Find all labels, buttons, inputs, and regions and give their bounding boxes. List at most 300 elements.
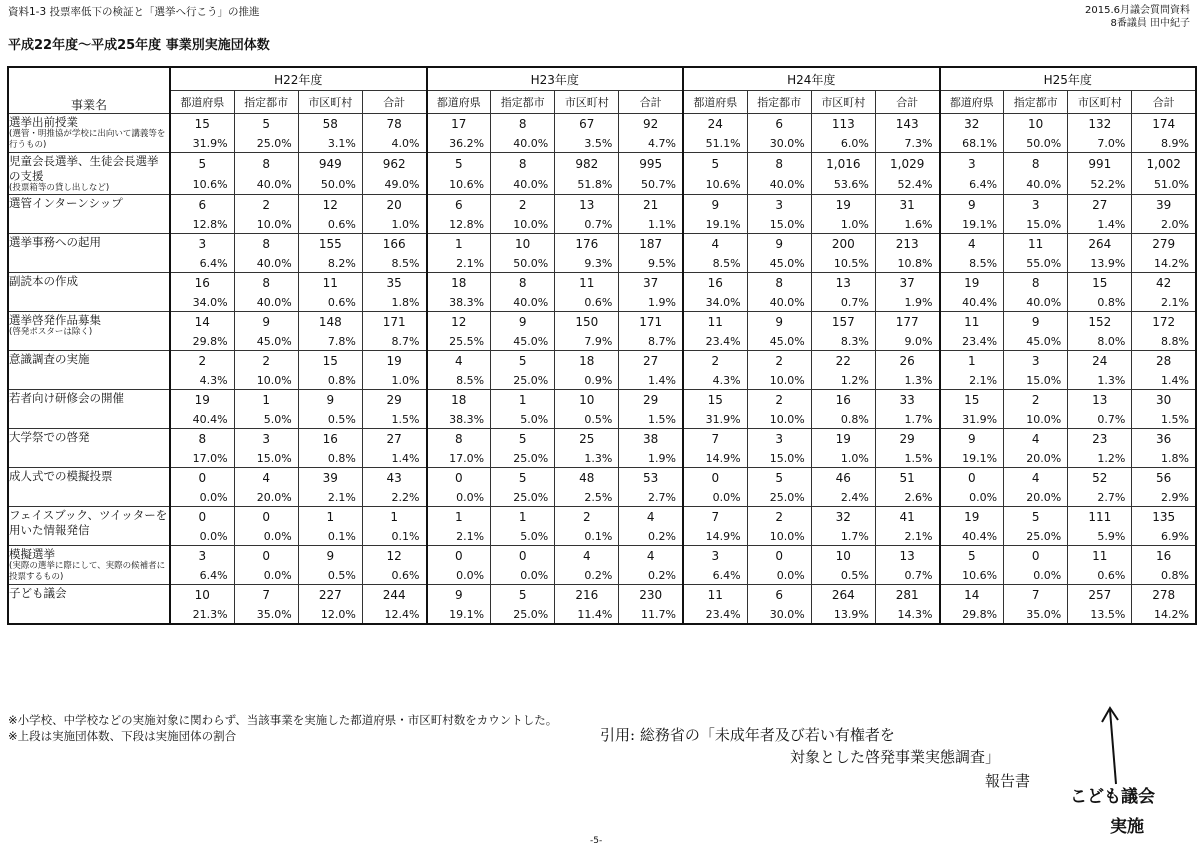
table-row (8, 507, 1196, 528)
percent-cell: 13.9% (1068, 254, 1132, 273)
percent-cell: 7.0% (1068, 134, 1132, 153)
count-cell: 3 (940, 153, 1004, 175)
count-cell: 2 (491, 195, 555, 216)
percent-cell: 5.0% (491, 410, 555, 429)
count-cell: 4 (1004, 429, 1068, 450)
count-cell: 132 (1068, 114, 1132, 135)
count-cell: 3 (234, 429, 298, 450)
count-cell: 2 (1004, 390, 1068, 411)
table-row (8, 468, 1196, 489)
count-cell: 172 (1132, 312, 1196, 333)
percent-cell: 2.1% (298, 488, 362, 507)
percent-cell: 40.0% (234, 254, 298, 273)
count-cell: 25 (555, 429, 619, 450)
percent-cell: 8.5% (940, 254, 1004, 273)
percent-cell: 1.1% (619, 215, 683, 234)
percent-cell: 0.6% (298, 215, 362, 234)
percent-cell: 10.6% (170, 175, 234, 195)
percent-cell: 25.0% (234, 134, 298, 153)
count-cell: 111 (1068, 507, 1132, 528)
count-cell: 5 (491, 585, 555, 606)
percent-cell: 10.6% (940, 566, 1004, 585)
percent-cell: 14.9% (683, 449, 747, 468)
percent-cell: 14.2% (1132, 254, 1196, 273)
count-cell: 0 (1004, 546, 1068, 567)
count-cell: 9 (427, 585, 491, 606)
percent-cell: 0.6% (1068, 566, 1132, 585)
count-cell: 48 (555, 468, 619, 489)
percent-cell: 40.4% (940, 527, 1004, 546)
count-cell: 7 (234, 585, 298, 606)
row-subnote: (選管・明推協が学校に出向いて講義等を行うもの) (9, 129, 166, 150)
handwritten-arrow-icon (1098, 704, 1128, 786)
count-cell: 3 (1004, 351, 1068, 372)
count-cell: 1,016 (811, 153, 875, 175)
table-row (8, 488, 1196, 507)
table-row (8, 312, 1196, 333)
percent-cell: 0.0% (747, 566, 811, 585)
percent-cell: 10.0% (747, 527, 811, 546)
count-cell: 4 (619, 546, 683, 567)
percent-cell: 29.8% (940, 605, 1004, 624)
subheader-2-2: 市区町村 (811, 91, 875, 114)
count-cell: 12 (298, 195, 362, 216)
count-cell: 0 (234, 507, 298, 528)
count-cell: 29 (362, 390, 426, 411)
count-cell: 92 (619, 114, 683, 135)
percent-cell: 19.1% (683, 215, 747, 234)
count-cell: 9 (683, 195, 747, 216)
count-cell: 14 (170, 312, 234, 333)
count-cell: 78 (362, 114, 426, 135)
percent-cell: 36.2% (427, 134, 491, 153)
count-cell: 6 (170, 195, 234, 216)
percent-cell: 8.8% (1132, 332, 1196, 351)
percent-cell: 30.0% (747, 605, 811, 624)
count-cell: 8 (747, 153, 811, 175)
count-cell: 3 (1004, 195, 1068, 216)
row-label (8, 234, 170, 273)
count-cell: 11 (1004, 234, 1068, 255)
percent-cell: 45.0% (747, 254, 811, 273)
count-cell: 29 (619, 390, 683, 411)
count-cell: 11 (683, 585, 747, 606)
count-cell: 6 (747, 114, 811, 135)
percent-cell: 0.1% (362, 527, 426, 546)
table-row (8, 134, 1196, 153)
count-cell: 20 (362, 195, 426, 216)
count-cell: 15 (298, 351, 362, 372)
percent-cell: 2.1% (940, 371, 1004, 390)
percent-cell: 0.7% (875, 566, 939, 585)
count-cell: 0 (170, 468, 234, 489)
percent-cell: 19.1% (940, 449, 1004, 468)
count-cell: 0 (427, 546, 491, 567)
count-cell: 148 (298, 312, 362, 333)
row-name: 副読本の作成 (9, 274, 78, 288)
percent-cell: 20.0% (234, 488, 298, 507)
percent-cell: 6.4% (170, 254, 234, 273)
percent-cell: 45.0% (491, 332, 555, 351)
percent-cell: 0.0% (491, 566, 555, 585)
row-name: 若者向け研修会の開催 (9, 391, 124, 405)
percent-cell: 2.1% (427, 527, 491, 546)
count-cell: 19 (940, 507, 1004, 528)
percent-cell: 40.0% (491, 134, 555, 153)
count-cell: 1 (427, 234, 491, 255)
percent-cell: 1.3% (1068, 371, 1132, 390)
percent-cell: 1.5% (362, 410, 426, 429)
col-header-name: 事業名 (8, 67, 170, 114)
percent-cell: 1.9% (875, 293, 939, 312)
percent-cell: 45.0% (1004, 332, 1068, 351)
row-label (8, 429, 170, 468)
row-name: 選挙事務への起用 (9, 235, 101, 249)
count-cell: 3 (683, 546, 747, 567)
percent-cell: 1.0% (811, 215, 875, 234)
count-cell: 177 (875, 312, 939, 333)
percent-cell: 38.3% (427, 293, 491, 312)
percent-cell: 20.0% (1004, 449, 1068, 468)
row-name: フェイスブック、ツイッターを用いた情報発信 (9, 508, 168, 537)
percent-cell: 1.3% (875, 371, 939, 390)
count-cell: 1 (491, 390, 555, 411)
percent-cell: 40.0% (1004, 293, 1068, 312)
count-cell: 1 (298, 507, 362, 528)
handwritten-citation-line1: 引用: 総務省の「未成年者及び若い有権者を (600, 726, 895, 744)
percent-cell: 0.0% (170, 488, 234, 507)
percent-cell: 23.4% (683, 332, 747, 351)
percent-cell: 45.0% (747, 332, 811, 351)
count-cell: 51 (875, 468, 939, 489)
row-label (8, 351, 170, 390)
percent-cell: 0.5% (298, 410, 362, 429)
count-cell: 157 (811, 312, 875, 333)
percent-cell: 2.4% (811, 488, 875, 507)
count-cell: 28 (1132, 351, 1196, 372)
percent-cell: 0.8% (811, 410, 875, 429)
table-row (8, 605, 1196, 624)
count-cell: 33 (875, 390, 939, 411)
count-cell: 1,029 (875, 153, 939, 175)
count-cell: 2 (747, 507, 811, 528)
percent-cell: 53.6% (811, 175, 875, 195)
percent-cell: 0.5% (298, 566, 362, 585)
count-cell: 7 (683, 507, 747, 528)
count-cell: 8 (491, 114, 555, 135)
count-cell: 8 (491, 273, 555, 294)
percent-cell: 5.0% (491, 527, 555, 546)
count-cell: 0 (491, 546, 555, 567)
count-cell: 279 (1132, 234, 1196, 255)
count-cell: 4 (940, 234, 1004, 255)
count-cell: 264 (1068, 234, 1132, 255)
subheader-0-2: 市区町村 (298, 91, 362, 114)
subheader-3-0: 都道府県 (940, 91, 1004, 114)
percent-cell: 10.0% (234, 371, 298, 390)
count-cell: 5 (1004, 507, 1068, 528)
count-cell: 155 (298, 234, 362, 255)
table-row (8, 114, 1196, 135)
percent-cell: 10.0% (234, 215, 298, 234)
count-cell: 56 (1132, 468, 1196, 489)
table-body (8, 114, 1196, 625)
percent-cell: 0.7% (1068, 410, 1132, 429)
count-cell: 38 (619, 429, 683, 450)
count-cell: 6 (427, 195, 491, 216)
percent-cell: 51.8% (555, 175, 619, 195)
percent-cell: 10.6% (683, 175, 747, 195)
count-cell: 39 (1132, 195, 1196, 216)
percent-cell: 7.3% (875, 134, 939, 153)
count-cell: 8 (747, 273, 811, 294)
count-cell: 8 (491, 153, 555, 175)
count-cell: 9 (491, 312, 555, 333)
count-cell: 15 (683, 390, 747, 411)
percent-cell: 12.0% (298, 605, 362, 624)
percent-cell: 7.9% (555, 332, 619, 351)
percent-cell: 30.0% (747, 134, 811, 153)
row-label (8, 546, 170, 585)
handwritten-note-kodomo-gikai: こども議会 (1070, 787, 1155, 807)
count-cell: 1 (362, 507, 426, 528)
percent-cell: 38.3% (427, 410, 491, 429)
percent-cell: 23.4% (940, 332, 1004, 351)
count-cell: 13 (555, 195, 619, 216)
subheader-0-0: 都道府県 (170, 91, 234, 114)
count-cell: 29 (875, 429, 939, 450)
count-cell: 16 (298, 429, 362, 450)
percent-cell: 4.3% (170, 371, 234, 390)
percent-cell: 2.0% (1132, 215, 1196, 234)
count-cell: 6 (747, 585, 811, 606)
count-cell: 2 (747, 390, 811, 411)
row-label (8, 153, 170, 195)
row-name: 選管インターンシップ (9, 196, 123, 210)
count-cell: 15 (940, 390, 1004, 411)
percent-cell: 25.0% (491, 488, 555, 507)
percent-cell: 29.8% (170, 332, 234, 351)
percent-cell: 1.7% (875, 410, 939, 429)
row-label (8, 507, 170, 546)
count-cell: 9 (940, 429, 1004, 450)
count-cell: 7 (1004, 585, 1068, 606)
count-cell: 35 (362, 273, 426, 294)
count-cell: 5 (747, 468, 811, 489)
footnote-1: ※小学校、中学校などの実施対象に関わらず、当該事業を実施した都道府県・市区町村数をカウントした。 (8, 713, 558, 727)
percent-cell: 2.5% (555, 488, 619, 507)
count-cell: 11 (940, 312, 1004, 333)
count-cell: 9 (747, 312, 811, 333)
percent-cell: 25.5% (427, 332, 491, 351)
percent-cell: 40.0% (1004, 175, 1068, 195)
count-cell: 18 (555, 351, 619, 372)
count-cell: 213 (875, 234, 939, 255)
percent-cell: 6.4% (683, 566, 747, 585)
percent-cell: 40.0% (491, 175, 555, 195)
year-header-h22: H22年度 (170, 67, 427, 91)
row-name: 選挙出前授業 (9, 115, 78, 129)
count-cell: 9 (940, 195, 1004, 216)
percent-cell: 14.3% (875, 605, 939, 624)
count-cell: 9 (298, 546, 362, 567)
count-cell: 230 (619, 585, 683, 606)
count-cell: 3 (747, 429, 811, 450)
subheader-1-1: 指定都市 (491, 91, 555, 114)
count-cell: 9 (298, 390, 362, 411)
count-cell: 8 (170, 429, 234, 450)
count-cell: 0 (234, 546, 298, 567)
count-cell: 39 (298, 468, 362, 489)
percent-cell: 1.4% (362, 449, 426, 468)
percent-cell: 1.7% (811, 527, 875, 546)
count-cell: 8 (234, 273, 298, 294)
count-cell: 4 (427, 351, 491, 372)
percent-cell: 0.6% (555, 293, 619, 312)
percent-cell: 52.2% (1068, 175, 1132, 195)
count-cell: 18 (427, 390, 491, 411)
table-row (8, 293, 1196, 312)
percent-cell: 40.0% (234, 293, 298, 312)
count-cell: 176 (555, 234, 619, 255)
percent-cell: 3.1% (298, 134, 362, 153)
table-row (8, 566, 1196, 585)
row-name: 児童会長選挙、生徒会長選挙の支援 (9, 154, 159, 183)
percent-cell: 1.4% (619, 371, 683, 390)
header-date: 2015.6月議会質問資料 (1085, 5, 1190, 16)
count-cell: 13 (875, 546, 939, 567)
count-cell: 4 (555, 546, 619, 567)
count-cell: 37 (875, 273, 939, 294)
count-cell: 5 (491, 429, 555, 450)
percent-cell: 40.0% (747, 175, 811, 195)
count-cell: 19 (170, 390, 234, 411)
percent-cell: 19.1% (427, 605, 491, 624)
percent-cell: 14.2% (1132, 605, 1196, 624)
subheader-2-0: 都道府県 (683, 91, 747, 114)
percent-cell: 8.5% (362, 254, 426, 273)
count-cell: 982 (555, 153, 619, 175)
percent-cell: 6.4% (940, 175, 1004, 195)
count-cell: 5 (234, 114, 298, 135)
percent-cell: 52.4% (875, 175, 939, 195)
count-cell: 27 (619, 351, 683, 372)
count-cell: 0 (427, 468, 491, 489)
percent-cell: 0.8% (1132, 566, 1196, 585)
count-cell: 11 (298, 273, 362, 294)
percent-cell: 0.0% (427, 566, 491, 585)
percent-cell: 8.9% (1132, 134, 1196, 153)
row-name: 選挙啓発作品募集 (9, 313, 101, 327)
row-label (8, 390, 170, 429)
count-cell: 27 (362, 429, 426, 450)
count-cell: 41 (875, 507, 939, 528)
count-cell: 21 (619, 195, 683, 216)
percent-cell: 10.0% (747, 371, 811, 390)
count-cell: 13 (1068, 390, 1132, 411)
table-row (8, 410, 1196, 429)
percent-cell: 50.0% (1004, 134, 1068, 153)
count-cell: 8 (1004, 273, 1068, 294)
percent-cell: 15.0% (234, 449, 298, 468)
percent-cell: 21.3% (170, 605, 234, 624)
count-cell: 14 (940, 585, 1004, 606)
table-row (8, 429, 1196, 450)
percent-cell: 5.9% (1068, 527, 1132, 546)
subheader-3-1: 指定都市 (1004, 91, 1068, 114)
percent-cell: 0.5% (555, 410, 619, 429)
table-row (8, 254, 1196, 273)
percent-cell: 15.0% (1004, 371, 1068, 390)
row-label (8, 273, 170, 312)
percent-cell: 0.0% (234, 527, 298, 546)
percent-cell: 10.0% (491, 215, 555, 234)
count-cell: 10 (1004, 114, 1068, 135)
percent-cell: 55.0% (1004, 254, 1068, 273)
count-cell: 264 (811, 585, 875, 606)
percent-cell: 0.1% (555, 527, 619, 546)
row-name: 意識調査の実施 (9, 352, 90, 366)
count-cell: 4 (234, 468, 298, 489)
count-cell: 15 (1068, 273, 1132, 294)
percent-cell: 2.1% (875, 527, 939, 546)
count-cell: 52 (1068, 468, 1132, 489)
percent-cell: 3.5% (555, 134, 619, 153)
handwritten-note-jisshi: 実施 (1110, 817, 1144, 837)
subheader-2-1: 指定都市 (747, 91, 811, 114)
count-cell: 19 (362, 351, 426, 372)
percent-cell: 8.2% (298, 254, 362, 273)
count-cell: 24 (683, 114, 747, 135)
count-cell: 143 (875, 114, 939, 135)
count-cell: 11 (555, 273, 619, 294)
count-cell: 5 (491, 351, 555, 372)
page-title: 平成22年度～平成25年度 事業別実施団体数 (8, 38, 270, 53)
count-cell: 278 (1132, 585, 1196, 606)
count-cell: 5 (491, 468, 555, 489)
row-label (8, 585, 170, 625)
percent-cell: 50.0% (491, 254, 555, 273)
subheader-0-3: 合計 (362, 91, 426, 114)
row-name: 模擬選挙 (9, 547, 55, 561)
count-cell: 2 (555, 507, 619, 528)
percent-cell: 1.0% (811, 449, 875, 468)
count-cell: 19 (811, 429, 875, 450)
percent-cell: 9.3% (555, 254, 619, 273)
count-cell: 32 (940, 114, 1004, 135)
count-cell: 166 (362, 234, 426, 255)
count-cell: 18 (427, 273, 491, 294)
percent-cell: 0.8% (298, 371, 362, 390)
table-row (8, 390, 1196, 411)
count-cell: 16 (1132, 546, 1196, 567)
percent-cell: 1.5% (619, 410, 683, 429)
count-cell: 174 (1132, 114, 1196, 135)
percent-cell: 11.7% (619, 605, 683, 624)
percent-cell: 10.0% (747, 410, 811, 429)
count-cell: 22 (811, 351, 875, 372)
doc-header-right (1085, 4, 1190, 30)
percent-cell: 0.0% (234, 566, 298, 585)
percent-cell: 0.2% (555, 566, 619, 585)
percent-cell: 13.9% (811, 605, 875, 624)
percent-cell: 19.1% (940, 215, 1004, 234)
percent-cell: 6.0% (811, 134, 875, 153)
percent-cell: 25.0% (491, 605, 555, 624)
subheader-1-0: 都道府県 (427, 91, 491, 114)
footnotes (8, 712, 557, 744)
count-cell: 5 (170, 153, 234, 175)
